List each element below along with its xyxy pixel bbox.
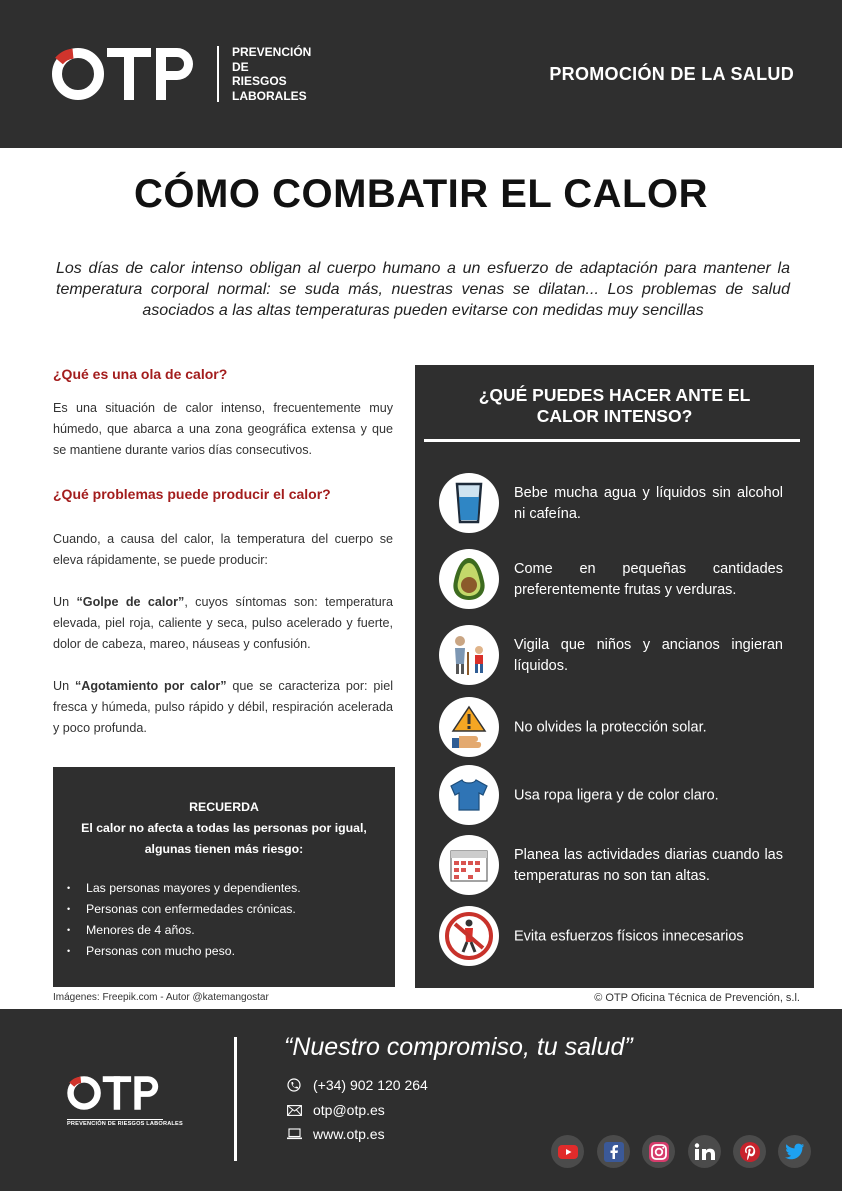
tip-item bbox=[439, 765, 789, 827]
calendar-icon bbox=[439, 835, 499, 895]
instagram-icon[interactable] bbox=[642, 1135, 675, 1168]
logo-subtitle: PREVENCIÓN DE RIESGOS LABORALES bbox=[232, 45, 312, 103]
page-header bbox=[0, 0, 842, 148]
footer-divider bbox=[234, 1037, 237, 1161]
water-glass-icon bbox=[439, 473, 499, 533]
pinterest-icon[interactable] bbox=[733, 1135, 766, 1168]
tips-panel bbox=[415, 365, 814, 988]
heat-exhaustion-paragraph: Un “Agotamiento por calor” que se caracteriza por: piel fresca y húmeda, pulso rápido y débil, respiración acelerada y poco profunda. bbox=[53, 679, 393, 735]
tip-item bbox=[439, 625, 789, 687]
tip-text: Usa ropa ligera y de color claro. bbox=[514, 787, 719, 804]
image-credits: Imágenes: Freepik.com - Autor @katemangostar bbox=[53, 992, 269, 1003]
tip-item bbox=[439, 473, 789, 535]
tshirt-icon bbox=[439, 765, 499, 825]
elderly-and-child-icon bbox=[439, 625, 499, 685]
logo-divider bbox=[67, 1119, 163, 1120]
otp-logo bbox=[66, 1073, 164, 1113]
avocado-icon bbox=[439, 549, 499, 609]
list-item: • Las personas mayores y dependientes. bbox=[67, 878, 301, 899]
section-label: PROMOCIÓN DE LA SALUD bbox=[549, 64, 794, 84]
heat-wave-definition: Es una situación de calor intenso, frecuentemente muy húmedo, que abarca a una zona geográfica extensa y que se mantiene durante varios días consecutivos. bbox=[53, 401, 393, 457]
tip-item bbox=[439, 697, 789, 759]
tip-text: Evita esfuerzos físicos innecesarios bbox=[514, 928, 744, 945]
website-url: www.otp.es bbox=[313, 1126, 385, 1142]
email-contact[interactable] bbox=[287, 1102, 385, 1118]
tips-title: ¿QUÉ PUEDES HACER ANTE EL CALOR INTENSO? bbox=[478, 385, 751, 426]
mail-icon bbox=[287, 1105, 313, 1116]
list-item: • Personas con mucho peso. bbox=[67, 941, 301, 962]
sun-warning-hand-icon bbox=[439, 697, 499, 757]
logo-subtitle: PREVENCIÓN DE RIESGOS LABORALES bbox=[67, 1121, 183, 1127]
email-address: otp@otp.es bbox=[313, 1102, 385, 1118]
heat-problems-intro: Cuando, a causa del calor, la temperatura del cuerpo se eleva rápidamente, se puede producir: bbox=[53, 532, 393, 567]
list-item: • Personas con enfermedades crónicas. bbox=[67, 899, 301, 920]
intro-text: Los días de calor intenso obligan al cuerpo humano a un esfuerzo de adaptación para mantener la temperatura corporal normal: se suda más, nuestras venas se dilatan... Los problemas de salud asociados a las altas temperaturas pueden evitarse con medidas muy sencillas bbox=[56, 260, 790, 319]
page-footer bbox=[0, 1009, 842, 1191]
linkedin-icon[interactable] bbox=[688, 1135, 721, 1168]
phone-icon bbox=[287, 1078, 313, 1092]
question-heat-problems: ¿Qué problemas puede producir el calor? bbox=[53, 486, 331, 502]
laptop-icon bbox=[287, 1128, 313, 1140]
phone-contact[interactable] bbox=[287, 1077, 428, 1093]
page-title: CÓMO COMBATIR EL CALOR bbox=[134, 172, 708, 216]
risk-group-list bbox=[67, 878, 301, 962]
question-heat-wave: ¿Qué es una ola de calor? bbox=[53, 366, 228, 382]
remember-heading: RECUERDA El calor no afecta a todas las personas por igual, algunas tienen más riesgo: bbox=[81, 800, 367, 856]
divider bbox=[424, 439, 800, 442]
remember-box bbox=[53, 767, 395, 987]
tip-item bbox=[439, 906, 789, 968]
heat-stroke-paragraph: Un “Golpe de calor”, cuyos síntomas son: temperatura elevada, piel roja, caliente y seca, pulso acelerado y fuerte, dolor de cabeza, mareo, náuseas y confusión. bbox=[53, 595, 393, 651]
facebook-icon[interactable] bbox=[597, 1135, 630, 1168]
web-contact[interactable] bbox=[287, 1126, 385, 1142]
no-exercise-icon bbox=[439, 906, 499, 966]
tip-text: Vigila que niños y ancianos ingieran líquidos. bbox=[514, 637, 783, 674]
tip-item bbox=[439, 835, 789, 897]
otp-logo bbox=[50, 44, 202, 104]
youtube-icon[interactable] bbox=[551, 1135, 584, 1168]
phone-number: (+34) 902 120 264 bbox=[313, 1077, 428, 1093]
slogan: “Nuestro compromiso, tu salud” bbox=[284, 1033, 633, 1061]
tip-text: Come en pequeñas cantidades preferentemente frutas y verduras. bbox=[514, 561, 783, 598]
list-item: • Menores de 4 años. bbox=[67, 920, 301, 941]
tip-text: Bebe mucha agua y líquidos sin alcohol ni cafeína. bbox=[514, 485, 783, 522]
tip-text: Planea las actividades diarias cuando las temperaturas no son tan altas. bbox=[514, 847, 783, 884]
copyright: © OTP Oficina Técnica de Prevención, s.l. bbox=[594, 992, 800, 1004]
tip-item bbox=[439, 549, 789, 611]
tip-text: No olvides la protección solar. bbox=[514, 719, 707, 736]
logo-divider bbox=[217, 46, 219, 102]
twitter-icon[interactable] bbox=[778, 1135, 811, 1168]
